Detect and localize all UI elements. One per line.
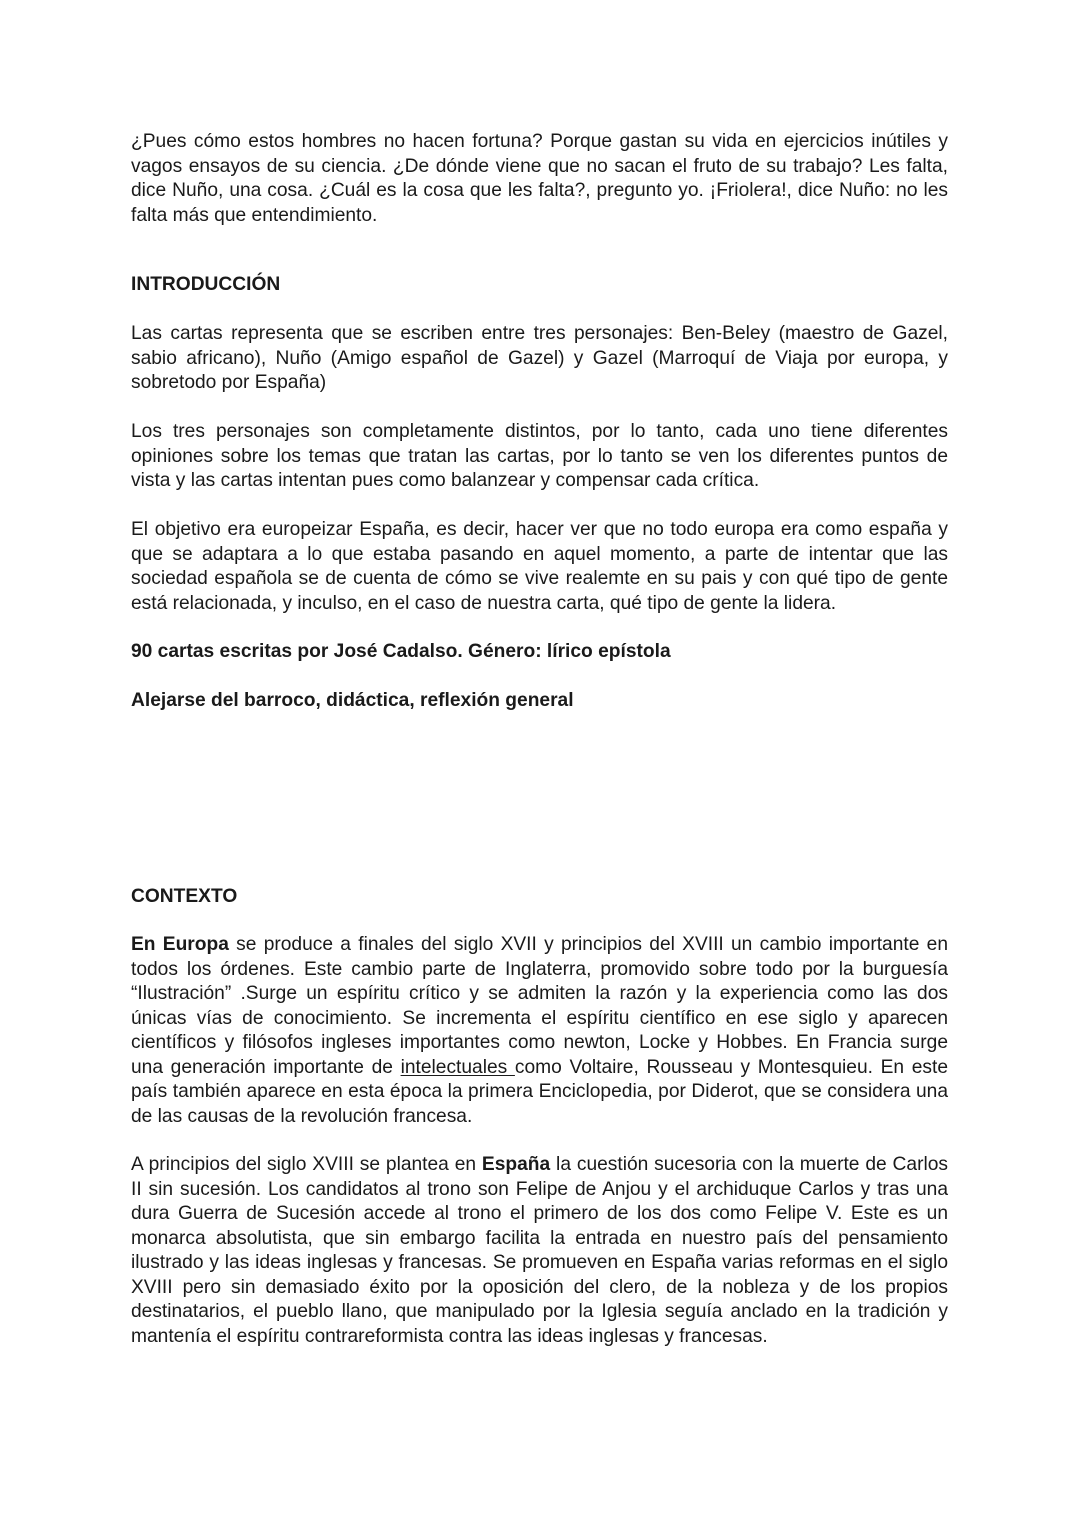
introduccion-heading: INTRODUCCIÓN [131, 274, 281, 295]
espana-bold-label: España [481, 1154, 551, 1175]
contexto-paragraph-espana [131, 1153, 948, 1349]
quote-paragraph: ¿Pues cómo estos hombres no hacen fortuna? Porque gastan su vida en ejercicios inútiles y vagos ensayos de su ciencia. ¿De dónde viene que no sacan el fruto de su trabajo? Les falta, dice Nuño, una cosa. ¿Cuál es la cosa que les falta?, pregunto yo. ¡Friolera!, dice Nuño: no les falta más que entendimiento. [131, 131, 948, 226]
europa-text-a: se produce a finales del siglo XVII y principios del XVIII un cambio importante en todos los órdenes. Este cambio parte de Inglaterra, promovido sobre todo por la burguesía “Ilustración” .Surge un espíritu crítico y se admiten la razón y la experiencia como las dos únicas vías de conocimiento. Se incrementa el espíritu científico en ese siglo y aparecen científicos y filósofos ingleses importantes como newton, Locke y Hobbes. En Francia surge una generación importante de [131, 934, 948, 1078]
intelectuales-link[interactable]: intelectuales [400, 1056, 515, 1078]
espana-text-b: la cuestión sucesoria con la muerte de Carlos II sin sucesión. Los candidatos al trono son Felipe de Anjou y el archiduque Carlos y tras una dura Guerra de Sucesión accede al trono el primero de los dos como Felipe V. Este es un monarca absolutista, que sin embargo facilita la entrada en nuestro país del pensamiento ilustrado y las ideas inglesas y francesas. Se promueven en España varias reformas en el siglo XVIII pero sin demasiado éxito por la oposición del clero, de la nobleza y de los propios destinatarios, el pueblo llano, que manipulado por la Iglesia seguía anclado en la tradición y mantenía el espíritu contrareformista contra las ideas inglesas y francesas. [131, 1154, 948, 1347]
obra-info-line: 90 cartas escritas por José Cadalso. Género: lírico epístola [131, 641, 671, 662]
europa-text-b: como Voltaire, Rousseau y Montesquieu. En este país también aparece en esta época la primera Enciclopedia, por Diderot, que se considera una de las causas de la revolución francesa. [131, 1056, 949, 1127]
introduccion-paragraph-3: El objetivo era europeizar España, es decir, hacer ver que no todo europa era como españa y que se adaptara a lo que estaba pasando en aquel momento, a parte de intentar que las sociedad española se de cuenta de cómo se vive realemte en su pais y con qué tipo de gente está relacionada, y inculso, en el caso de nuestra carta, qué tipo de gente la lidera. [131, 519, 948, 614]
introduccion-paragraph-2: Los tres personajes son completamente distintos, por lo tanto, cada uno tiene diferentes opiniones sobre los temas que tratan las cartas, por lo tanto se ven los diferentes puntos de vista y las cartas intentan pues como balanzear y compensar cada crítica. [131, 421, 948, 491]
obra-caracteristicas-line: Alejarse del barroco, didáctica, reflexión general [131, 690, 574, 711]
europa-bold-label: En Europa [131, 934, 229, 955]
contexto-paragraph-europa [131, 933, 948, 1129]
espana-text-a: A principios del siglo XVIII se plantea en [131, 1154, 482, 1175]
introduccion-paragraph-1: Las cartas representa que se escriben entre tres personajes: Ben-Beley (maestro de Gazel, sabio africano), Nuño (Amigo español de Gazel) y Gazel (Marroquí de Viaja por europa, y sobretodo por España) [131, 323, 948, 393]
contexto-heading: CONTEXTO [131, 886, 238, 907]
